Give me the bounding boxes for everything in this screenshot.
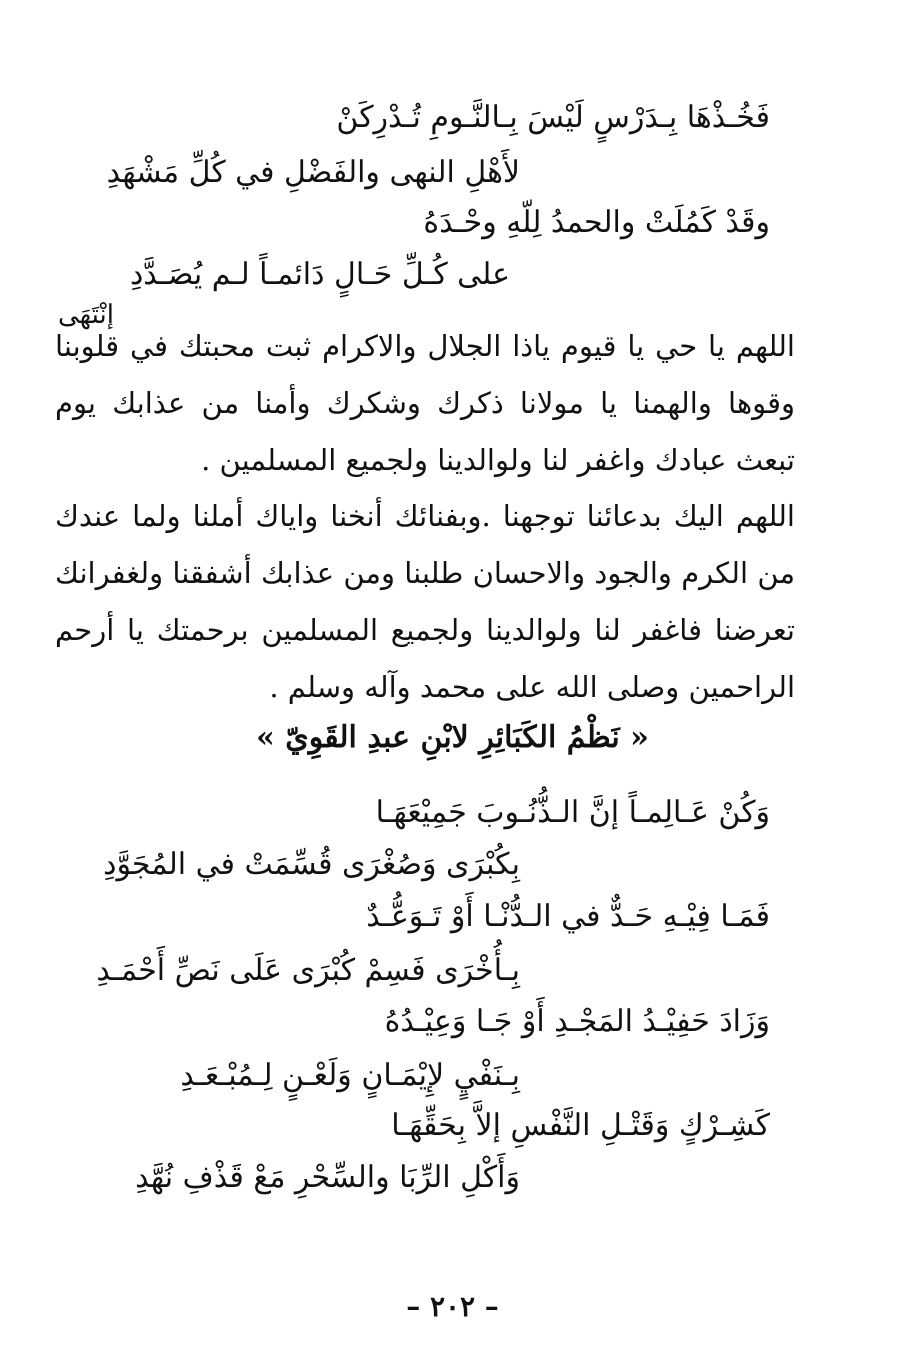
poem-top-line-4: على كُـلِّ حَـالٍ دَائمـاً لـم يُصَـدَّدِ [129, 257, 510, 292]
poem-top-line-1: فَخُـذْهَا بِـدَرْسٍ لَيْسَ بِـالنَّـومِ تُـدْرِكَنْ [336, 100, 770, 135]
end-word-intaha: إنْتَهَى [58, 300, 114, 330]
poem-bottom-line-4: بِـأُخْرَى فَسِمْ كُبْرَى عَلَى نَصِّ أَحْمَـدِ [96, 953, 520, 988]
poem-bottom-line-7: كَشِـرْكٍ وَقَتْـلِ النَّفْسِ إلاَّ بِحَقِّهَـا [391, 1108, 770, 1143]
poem-bottom-line-1: وَكُنْ عَـالِمـاً إنَّ الـذُّنُـوبَ جَمِيْعَهَـا [375, 795, 770, 830]
poem-bottom-line-5: وَزَادَ حَفِيْـدُ المَجْـدِ أَوْ جَـا وَعِيْـدُهُ [384, 1004, 770, 1039]
poem-bottom-line-6: بِـنَفْيٍ لإِيْمَـانٍ وَلَعْـنٍ لِـمُبْـعَـدِ [180, 1058, 520, 1093]
poem-top-line-2: لأَهْلِ النهى والفَضْلِ في كُلِّ مَشْهَدِ [106, 155, 520, 190]
prayer-paragraph-1: اللهم يا حي يا قيوم ياذا الجلال والاكرام ثبت محبتك في قلوبنا وقوها والهمنا يا مولانا ذكرك وشكرك وأمنا من عذابك يوم تبعث عبادك واغفر لنا ولوالدينا ولجميع المسلمين . [55, 329, 795, 477]
prayer-paragraph-2: اللهم اليك بدعائنا توجهنا .وبفنائك أنخنا واياك أملنا ولما عندك من الكرم والجود والاحسان طلبنا ومن عذابك أشفقنا ولغفرانك تعرضنا فاغفر لنا ولوالدينا ولجميع المسلمين برحمتك يا أرحم الراحمين وصلى الله على محمد وآله وسلم . [55, 499, 795, 704]
section-heading: « نَظْمُ الكَبَائِرِ لابْنِ عبدِ القَوِيّ » [256, 720, 649, 755]
poem-bottom-line-2: بِكُبْرَى وَصُغْرَى قُسِّمَتْ في المُجَوَّدِ [103, 847, 520, 882]
poem-top-line-3: وقَدْ كَمُلَتْ والحمدُ لِلّهِ وحْـدَهُ [423, 205, 770, 240]
page-number: – ٢٠٢ – [406, 1290, 499, 1323]
poem-bottom-line-3: فَمَـا فِيْـهِ حَـدٌّ في الـدُّنْـا أَوْ تَـوَعُّـدٌ [366, 899, 770, 934]
poem-bottom-line-8: وَأَكْلِ الرِّبَا والسِّحْرِ مَعْ قَذْفِ نُهَّدِ [135, 1160, 520, 1195]
